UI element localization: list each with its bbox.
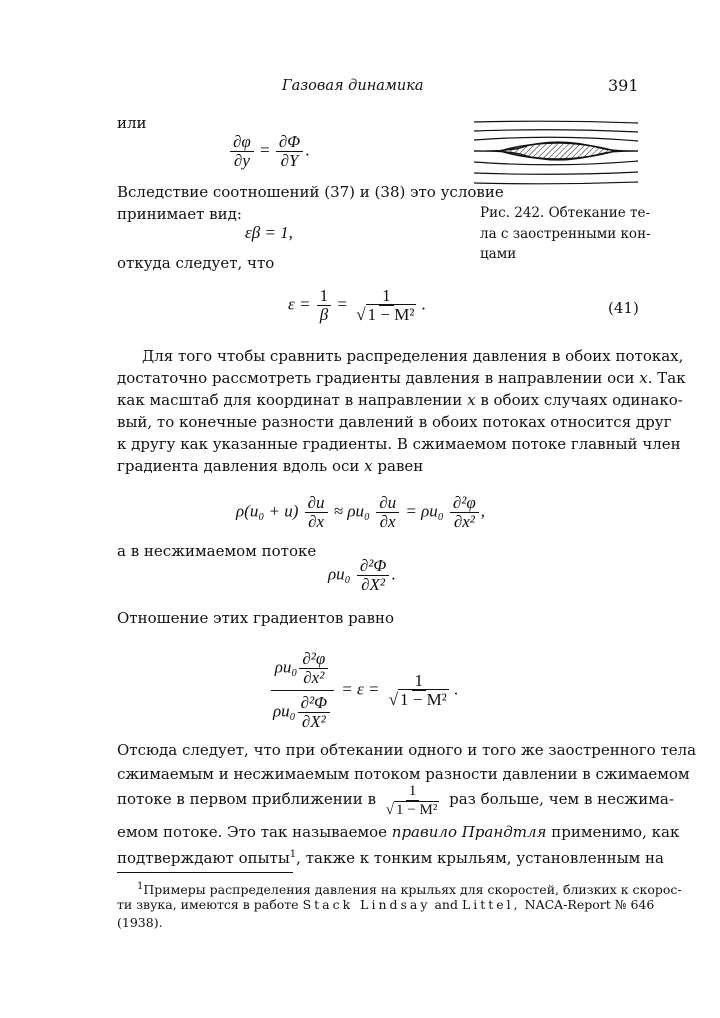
eq-lhs: ε = — [288, 294, 311, 314]
eq-root: 1 − M² — [367, 305, 415, 324]
author-names: Stack Lindsay — [302, 897, 431, 912]
eq-num: ∂²Φ — [357, 557, 389, 576]
text-span: потоке в первом приближении в — [117, 790, 377, 808]
eq-root: 1 − M² — [396, 801, 438, 818]
eq-num: ∂Φ — [276, 133, 303, 152]
equation-41: ε = $\frac{1}{\beta}$ = $\frac{1}{\text{√ 1 − M²}}$ . — [288, 286, 426, 324]
math-var: x — [639, 369, 648, 387]
eq-part: = ε = — [341, 679, 380, 699]
eq-tail: . — [421, 294, 426, 314]
eq-den: ∂x² — [303, 668, 325, 687]
text-line — [117, 456, 640, 476]
eq-num: 1 — [406, 782, 420, 801]
text-line: принимает вид: — [117, 205, 242, 223]
text-line: Для того чтобы сравнить распределения давления в обоих потоках, — [142, 347, 684, 365]
text-line: вый, то конечные разности давлений в обоих потоках относится друг — [117, 413, 672, 431]
text-line: или — [117, 114, 147, 132]
running-header-title: Газовая динамика — [282, 78, 424, 94]
figure-caption — [480, 203, 651, 265]
math-var: x — [467, 391, 476, 409]
text-line: Вследствие соотношений (37) и (38) это условие — [117, 183, 504, 201]
eq-den: ∂x² — [453, 512, 475, 531]
eq-tail: . — [305, 140, 310, 160]
equation-1 — [228, 133, 310, 170]
eq-den: ∂y — [233, 151, 250, 170]
eq-part: ≈ ρu₀ — [333, 501, 370, 521]
footnote-marker: 1 — [137, 881, 144, 892]
equation-2: εβ = 1, — [245, 223, 293, 242]
eq-tail: . — [453, 679, 459, 699]
text-span: в обоих случаях одинако- — [480, 391, 683, 409]
text-line — [117, 390, 683, 410]
eq-num: ∂²Φ — [298, 694, 330, 713]
text-line: сжимаемым и несжимаемым потоком разности давлении в сжимаемом — [117, 765, 690, 783]
text-span: равен — [377, 457, 424, 475]
text-line — [117, 368, 686, 388]
math-var: x — [364, 457, 373, 475]
text-span: подтверждают опыты — [117, 849, 290, 867]
eq-den: β — [319, 305, 329, 324]
text-span: and — [434, 897, 458, 912]
eq-num: 1 — [412, 672, 427, 691]
text-span: , также к тонким крыльям, установленным на — [296, 849, 664, 867]
text-span: Примеры распределения давления на крыльях для скоростей, близких к скорос- — [143, 882, 682, 898]
eq-den: ∂Y — [280, 151, 299, 170]
text-line: к другу как указанные градиенты. В сжимаемом потоке главный член — [117, 435, 681, 453]
equation-4 — [328, 557, 396, 594]
eq-part: = ρu₀ — [405, 501, 444, 521]
eq-num: 1 — [379, 287, 394, 306]
text-span: раз больше, чем в несжима- — [449, 790, 674, 808]
text-line — [117, 845, 664, 868]
equation-3 — [236, 494, 485, 531]
text-span: емом потоке. Это так называемое — [117, 823, 388, 841]
text-span: применимо, как — [551, 823, 680, 841]
footnote-rule — [117, 872, 293, 873]
eq-tail: . — [391, 564, 396, 584]
text-span: градиента давления вдоль оси — [117, 457, 360, 475]
text-line: откуда следует, что — [117, 254, 275, 272]
text-line — [117, 822, 680, 842]
eq-part: ρ(u₀ + u) — [236, 501, 299, 521]
eq-num: ∂u — [376, 494, 399, 513]
eq-num: 1 — [317, 287, 332, 306]
eq-sign: = — [337, 294, 348, 314]
eq-den: ∂x — [308, 512, 325, 531]
eq-num: ∂u — [305, 494, 328, 513]
caption-line: Рис. 242. Обтекание те- — [480, 205, 651, 221]
text-span: достаточно рассмотреть градиенты давления в направлении оси — [117, 369, 635, 387]
eq-sign: = — [260, 140, 270, 160]
text-line: Отсюда следует, что при обтекании одного и того же заостренного тела — [117, 741, 697, 759]
equation-5: ρu₀ $\frac{\text{∂²φ}}{\text{∂x²}}$ ρu₀ $\frac{\text{∂²Φ}}{\text{∂X²}}$ = ε = $\frac{1}{\text{√ 1 − M²}}$ . — [268, 650, 458, 731]
author-names: Littel, — [461, 897, 521, 912]
eq-num: ∂²φ — [450, 494, 479, 513]
eq-root: 1 − M² — [400, 690, 447, 709]
airfoil-body — [500, 143, 615, 159]
text-line: Отношение этих градиентов равно — [117, 609, 395, 627]
footnote-marker: 1 — [289, 849, 297, 860]
text-line: потоке в первом приближении в $\frac{1}{\text{√ 1 − M²}}$ раз больше, чем в несжима- — [117, 782, 674, 818]
caption-line: ла с заостренными кон- — [480, 225, 651, 242]
eq-part: ρu₀ — [274, 657, 298, 677]
eq-tail: , — [480, 501, 486, 521]
text-span: NACA-Report № 646 — [524, 897, 655, 912]
emphasized-term: правило Прандтля — [391, 823, 547, 841]
eq-num: ∂²φ — [299, 650, 328, 669]
footnote-line: (1938). — [117, 915, 163, 930]
figure-streamlines — [470, 118, 642, 188]
eq-den: ∂x — [379, 512, 396, 531]
text-span: как масштаб для координат в направлении — [117, 391, 463, 409]
text-span: . Так — [647, 369, 686, 387]
text-span: ти звука, имеются в работе — [117, 897, 299, 912]
caption-line: цами — [480, 246, 517, 262]
eq-part: ρu₀ — [273, 701, 296, 721]
eq-num: ∂φ — [230, 133, 254, 152]
eq-den: ∂X² — [301, 712, 326, 731]
eq-part: ρu₀ — [328, 564, 351, 584]
eq-den: ∂X² — [361, 575, 385, 594]
footnote-line — [117, 896, 655, 914]
equation-number: (41) — [608, 299, 639, 317]
page-number: 391 — [608, 76, 639, 95]
text-line: а в несжимаемом потоке — [117, 542, 317, 560]
